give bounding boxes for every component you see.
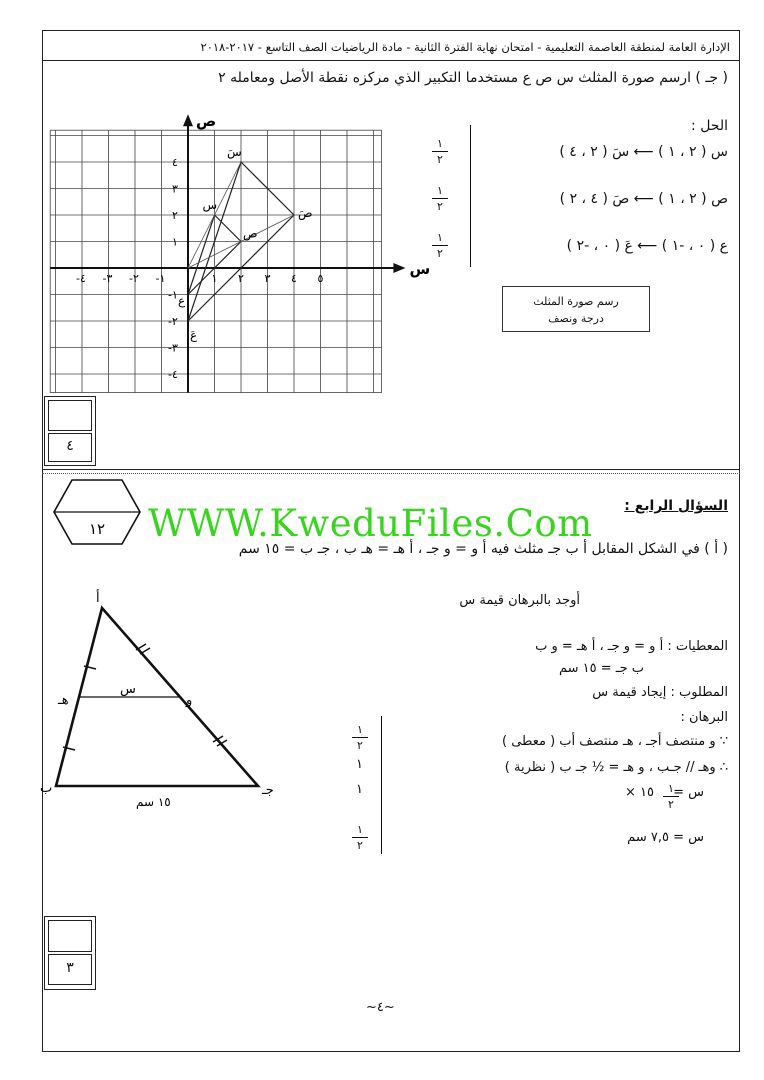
required-line: المطلوب : إيجاد قيمة س	[592, 685, 728, 700]
coordinate-graph	[50, 112, 431, 388]
x-tick-label: ٢	[238, 272, 244, 285]
hexagon-score: ١٢	[88, 520, 106, 538]
exam-header: الإدارة العامة لمنطقة العاصمة التعليمية - امتحان نهاية الفترة الثانية - مادة الرياضيات الصف التاسع - ٢٠١٧-٢٠١٨	[200, 40, 730, 54]
x-tick-label: -٣	[102, 272, 113, 285]
point-label: عَ	[190, 328, 198, 342]
y-axis-label: ص	[196, 112, 217, 131]
y-tick-label: ١	[172, 235, 178, 249]
segment-label-x: س	[120, 682, 136, 697]
y-tick-label: ٣	[172, 182, 178, 196]
proof-mark-1: ١	[356, 757, 363, 772]
find-instruction: أوجد بالبرهان قيمة س	[459, 593, 580, 608]
grid-border	[50, 130, 381, 392]
x-tick-label: ٣	[264, 272, 271, 285]
vertex-c: جـ	[262, 783, 274, 798]
base-length: ١٥ سم	[136, 795, 171, 809]
y-tick-label: -٢	[168, 315, 178, 328]
total-score-hexagon	[52, 478, 142, 546]
proof-mark-divider	[381, 716, 382, 854]
solution-row-3: ع ( ٠ ، -١ ) ⟵ عَ ( ٠ ، -٢ )	[566, 238, 728, 254]
point-label: سَ	[227, 145, 242, 159]
x-tick-label: ٤	[291, 272, 297, 285]
x-axis-label: س	[409, 260, 431, 278]
section-divider-top	[42, 469, 740, 470]
proof-step-2: ∴ وهـ // جـب ، و هـ = ½ جـ ب ( نظرية )	[504, 760, 728, 775]
watermark: WWW.KweduFiles.Com	[148, 502, 593, 545]
point-label: ص	[243, 226, 258, 241]
triangle-figure	[36, 590, 276, 820]
page-number: ~٤~	[366, 1000, 395, 1015]
proof-label: البرهان :	[680, 710, 728, 725]
proof-mark-half-2: ١ ٢	[352, 823, 368, 852]
question-4-title: السؤال الرابع :	[624, 498, 728, 514]
proof-step-3-rhs: ١٥ ×	[625, 785, 654, 800]
point-label: صَ	[298, 206, 313, 220]
x-tick-label: -١	[155, 272, 166, 285]
mark-half-2: ١ ٢	[432, 184, 448, 213]
vertex-a: أ	[96, 591, 100, 606]
graph-grid	[50, 130, 381, 392]
proof-step-3-lhs: س =	[673, 785, 704, 800]
x-tick-label: -٤	[76, 272, 86, 285]
proof-mark-half-1: ١ ٢	[352, 723, 368, 752]
proof-step-4: س = ٧,٥ سم	[627, 830, 704, 845]
solution-mark-divider	[470, 125, 471, 267]
y-tick-label: ٤	[172, 156, 178, 169]
solution-row-2: ص ( ٢ ، ١ ) ⟵ صَ ( ٤ ، ٢ )	[559, 191, 728, 207]
mark-half-1: ١ ٢	[432, 137, 448, 166]
point-label: ع	[178, 293, 186, 308]
part-a-statement: ( أ ) في الشكل المقابل أ ب جـ مثلث فيه أ و = و جـ ، أ هـ = هـ ب ، جـ ب = ١٥ سم	[238, 541, 728, 557]
score-box-part-c: ٤	[44, 396, 96, 466]
x-tick-label: ١	[211, 272, 218, 285]
header-divider	[42, 60, 740, 61]
given-line-2: ب جـ = ١٥ سم	[558, 661, 644, 676]
x-tick-label: -٢	[129, 272, 139, 285]
y-tick-label: -١	[168, 288, 178, 302]
section-divider-dotted	[42, 473, 740, 474]
proof-step-3-half: ١ ٢	[663, 782, 679, 811]
vertex-b: ب	[40, 781, 53, 796]
solution-row-1: س ( ٢ ، ١ ) ⟵ سَ ( ٢ ، ٤ )	[559, 144, 728, 160]
score-box-q4: ٣	[44, 916, 96, 990]
graph-point-labels	[178, 145, 313, 342]
point-label: س	[202, 198, 218, 212]
point-h: هـ	[58, 693, 69, 708]
grading-note: رسم صورة المثلث درجة ونصف	[502, 286, 650, 332]
proof-step-1: ∵ و منتصف أجـ ، هـ منتصف أب ( معطى )	[502, 734, 728, 749]
y-tick-label: -٤	[168, 368, 178, 381]
mark-half-3: ١ ٢	[432, 231, 448, 260]
solution-label: الحل :	[691, 118, 728, 134]
y-tick-label: -٣	[168, 341, 178, 355]
point-w: و	[186, 693, 193, 708]
given-line-1: المعطيات : أ و = و جـ ، أ هـ = و ب	[535, 639, 728, 654]
y-tick-label: ٢	[172, 209, 178, 222]
proof-mark-2: ١	[356, 782, 363, 797]
x-tick-label: ٥	[317, 272, 324, 285]
part-c-question: ( جـ ) ارسم صورة المثلث س ص ع مستخدما التكبير الذي مركزه نقطة الأصل ومعامله ٢	[218, 70, 728, 86]
